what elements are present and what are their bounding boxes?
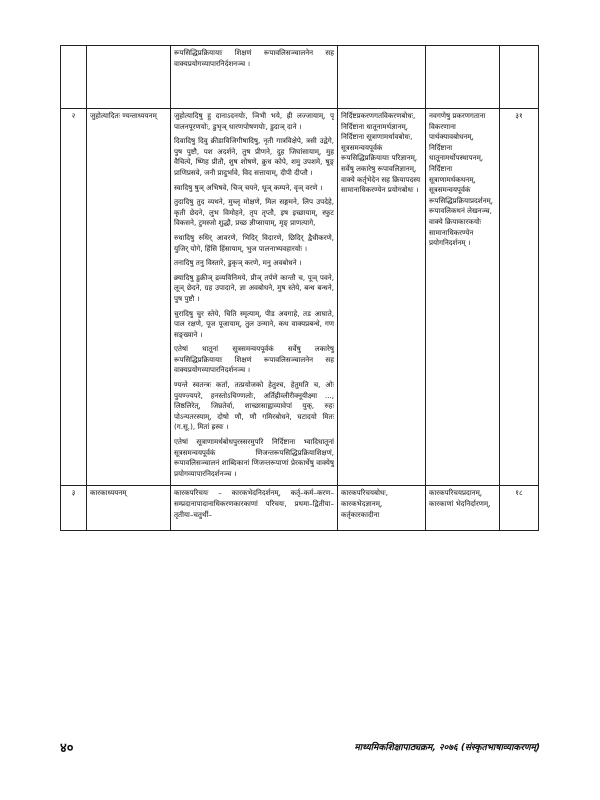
cell-objectives-empty (338, 46, 426, 109)
learning-objectives: निर्दिष्टप्रकरणगतविकरणबोधः, निर्दिष्टाना धातूनामर्थज्ञानम्, निर्दिष्टाना सूत्राणामर्थावबोधः, सूत्रसमन्वयपूर्वकं रूपसिद्धिप्रक्रियायाः परिज्ञानम्, सर्वेषु लकारेषु रूपावलिज्ञानम्, वाक्ये कर्तृभेदेन सह क्रियापदस्य सामानाधिकरण्येन प्रयोगबोधः । (338, 109, 426, 486)
curriculum-table (60, 45, 539, 531)
page-footer (60, 738, 540, 754)
unit-title: कारकाध्ययनम् (87, 486, 171, 531)
learning-objectives: कारकपरिचयबोधः, कारकभेदज्ञानम्, कर्तृकारकादीना (338, 486, 426, 531)
teaching-methods: कारकपरिचयप्रदानम्, कारकाणां भेदनिर्दारणम्, (426, 486, 500, 531)
content-paragraph: दिवादिषु दिवु क्रीडाविजिगीषादिषु, नृती गात्रविक्षेपे, त्रसी उद्वेगे, पुष पुष्टौ, पश अदर्शने, तुष प्रीणने, दुह जिघांसायाम्, मुह वैचित्ये, ष्णिह प्रीतौ, शुष शोषणे, क्रुध कोपे, शमु उपशमे, षूङ् प्राणिप्रसवे, जनी प्रादुर्भावे, विद सत्तायाम्, दीपी दीप्तौ । (174, 136, 334, 177)
table-row (61, 109, 539, 486)
content-paragraph: रूपसिद्धिप्रक्रियायाः शिक्षणं रूपावलिसञ्चालनेन सह वाक्यप्रयोगव्यापारनिर्दशनञ्च । (174, 48, 334, 68)
teaching-hours: ३१ (500, 109, 539, 486)
content-paragraph: चुरादिषु चुर स्तेये, चिति स्मृत्याम्, पीड अवगाहे, तड आघाते, पाल रक्षणे, पूज पूजायाम्, तुल उन्माने, कथ वाक्यप्रबन्धे, गण सङ्ख्याने । (174, 308, 334, 339)
footer-title: माध्यमिकशिक्षापाठ्यक्रम, २०७६ (संस्कृतभाषाव्याकरणम्) (354, 743, 540, 753)
content-paragraph: जुहोत्यादिषु हु दानाऽदनयोः, ञिभी भये, ह्री लज्जायाम्, पृ पालनपूरणयोः, डुभृञ् धारणपोषणयोः, डुदाञ् दाने । (174, 111, 334, 131)
cell-unit-empty (87, 46, 171, 109)
unit-title: जुहोत्यादितः ण्यन्ताध्ययनम् (87, 109, 171, 486)
table-row (61, 486, 539, 531)
content-cell (171, 486, 338, 531)
cell-num-empty (61, 46, 87, 109)
content-paragraph: एतेषां सूत्राणामर्थबोधपुरस्सरमुपरि निर्दिष्टाना भ्वादिधातूनां सूत्रसमन्वयपूर्वकं णिजन्तरूपसिद्धिप्रक्रियाशिक्षणं, रूपावलिसञ्चालनं शाब्दिकानां णिजन्तरूपाणां प्रेरकार्थेषु वाक्येषु प्रयोगव्यापारनिदर्शनञ्च । (174, 437, 334, 478)
cell-hours-empty (500, 46, 539, 109)
page-number: ४० (60, 741, 74, 756)
teaching-methods: नवगणेषु प्रकरणगताना विकरणाना पार्थक्यावबोधनम्, निर्दिष्टाना धातूनामर्थोपस्थापनम्, निर्दिष्टाना सूत्राणामर्थकथनम्, सूत्रसमन्वयपूर्वकं रूपसिद्धिप्रक्रियाप्रदर्शनम्, रूपावलिकथनं लेखनञ्च, वाक्ये क्रियाकारकयोः सामानाधिकरण्येन प्रयोगनिदर्शनम् । (426, 109, 500, 486)
content-paragraph: तुदादिषु तुद व्यथने, मुच्लृ मोक्षणे, मिल सङ्गमने, लिप उपदेहे, कृती छेदने, लुभ विमोहने, तृप तृप्तौ, इष इच्छायाम्, स्फुट विकसने, टुमस्जो शुद्धौ, प्रच्छ ज्ञीप्सायाम्, मृङ् प्राणत्यागे, (174, 197, 334, 228)
content-paragraph: स्वादिषु षुञ् अभिषवे, चिञ् चयने, धूञ् कम्पने, वृञ् वरणे । (174, 182, 323, 192)
cell-methods-empty (426, 46, 500, 109)
row-number: २ (61, 109, 87, 486)
content-paragraph: कारकपरिचयः – कारकभेदनिदर्शनम्, कर्तृ–कर्म–करण–सम्प्रदानापादानाधिकरणकारकाणां परिचयः, प्रथमा–द्वितीया–तृतीया–चतुर्थी– (174, 488, 334, 519)
table-row-continuation (61, 46, 539, 109)
row-number: ३ (61, 486, 87, 531)
cell-content-top (171, 46, 338, 109)
content-paragraph: एतेषां धातूनां सूत्रसमन्वयपूर्वकं सर्वेषु लकारेषु रूपसिद्धिप्रक्रियायाः शिक्षणं रूपावलिसञ्चालनेन सह वाक्यप्रयोगव्यापारनिदर्शनञ्च । (174, 344, 334, 375)
content-paragraph: क्र्यादिषु डुक्रीञ् द्रव्यविनिमये, प्रीञ् तर्पणे कान्तौ च, पूञ् पवने, लूञ् छेदने, ग्रह उपादाने, ज्ञा अवबोधने, मुष स्तेये, बन्ध बन्धने, पुष पुष्टौ । (174, 272, 334, 303)
content-paragraph: तनादिषु तनु विस्तारे, डुकृञ् करणे, मनु अवबोधने । (174, 258, 302, 268)
content-paragraph: रुधादिषु रुधिर् आवरणे, भिदिर् विदारणे, छिदिर् द्वैधीकरणे, युजिर् योगे, हिंसि हिंसायाम्, भुज पालनाभ्यवहारयोः । (174, 232, 334, 253)
content-cell (171, 109, 338, 486)
teaching-hours: १८ (500, 486, 539, 531)
content-paragraph: ण्यन्ते स्वतन्त्रः कर्ता, तत्प्रयोजको हेतुश्च, हेतुमति च, ओः पुयण्ज्यपरे, हनस्तोऽचिण्णलोः, अर्तिह्रीव्लीरीक्नूयीक्ष्मा ..., लिष्ठलिरेत्, जिघ्रतेर्वा, शाच्छासाह्वाव्यावेपां युक्, रुहः पोऽन्यतरस्याम्, दोषो णौ, णौ गमिरबोधने, घटादयो मितः (ग.सू.), मितां ह्रस्वः । (174, 380, 334, 432)
